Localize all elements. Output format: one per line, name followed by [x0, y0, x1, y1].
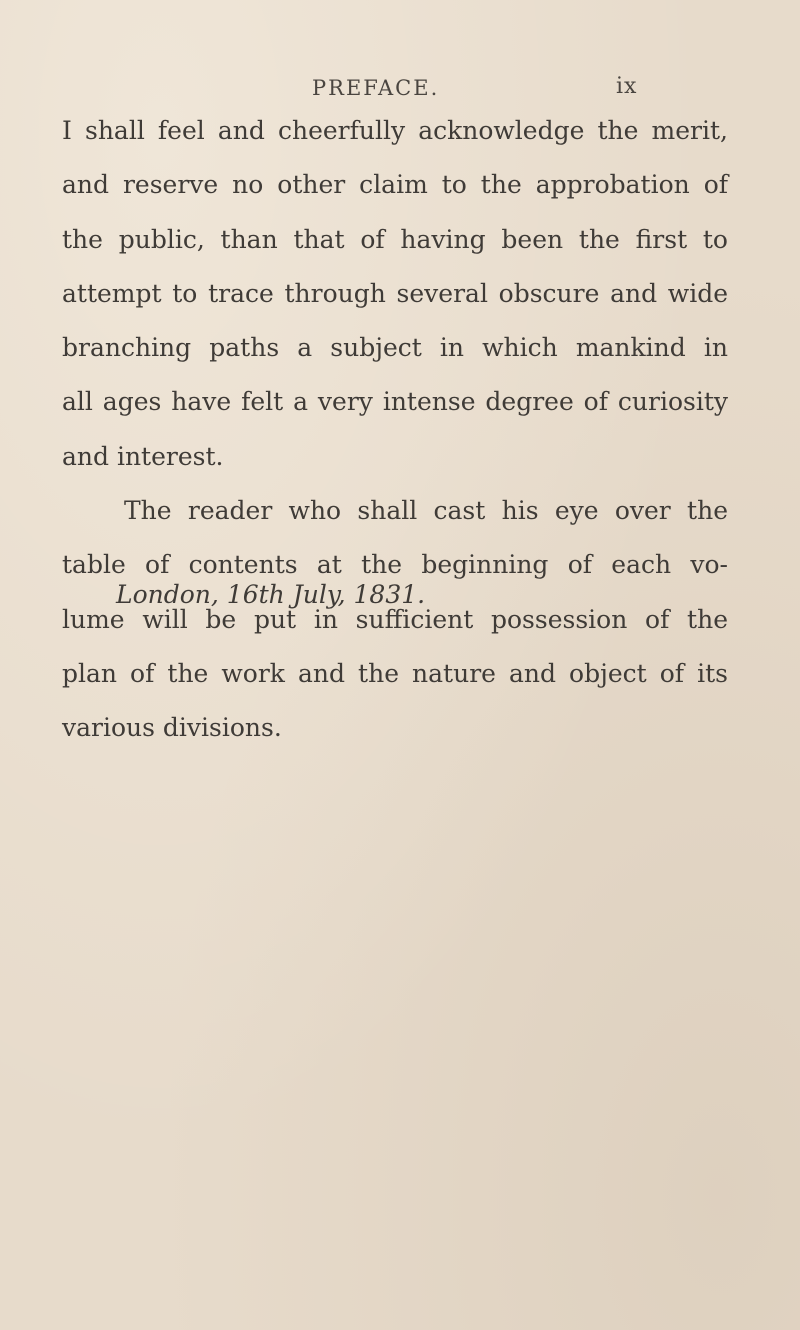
text-line: branching paths a subject in which mankind in	[62, 333, 728, 363]
text-line: lume will be put in sufficient possession of the	[62, 604, 728, 634]
text-line: and interest.	[62, 441, 224, 471]
preface-body	[62, 104, 728, 756]
text-line: various divisions.	[62, 713, 282, 743]
signature-dateline: London, 16th July, 1831.	[116, 580, 426, 609]
text-line: table of contents at the beginning of each vo-	[62, 550, 728, 580]
page-header	[0, 76, 800, 106]
text-line: The reader who shall cast his eye over the	[124, 496, 728, 526]
text-line: the public, than that of having been the first to	[62, 224, 728, 254]
text-line: attempt to trace through several obscure and wide	[62, 278, 728, 308]
page-number: ix	[616, 74, 638, 99]
text-line: all ages have felt a very intense degree of curiosity	[62, 387, 728, 417]
text-line: and reserve no other claim to the approbation of	[62, 170, 728, 200]
text-line: I shall feel and cheerfully acknowledge the merit,	[62, 116, 728, 145]
running-head: PREFACE.	[312, 76, 440, 100]
text-line: plan of the work and the nature and object of its	[62, 658, 728, 688]
